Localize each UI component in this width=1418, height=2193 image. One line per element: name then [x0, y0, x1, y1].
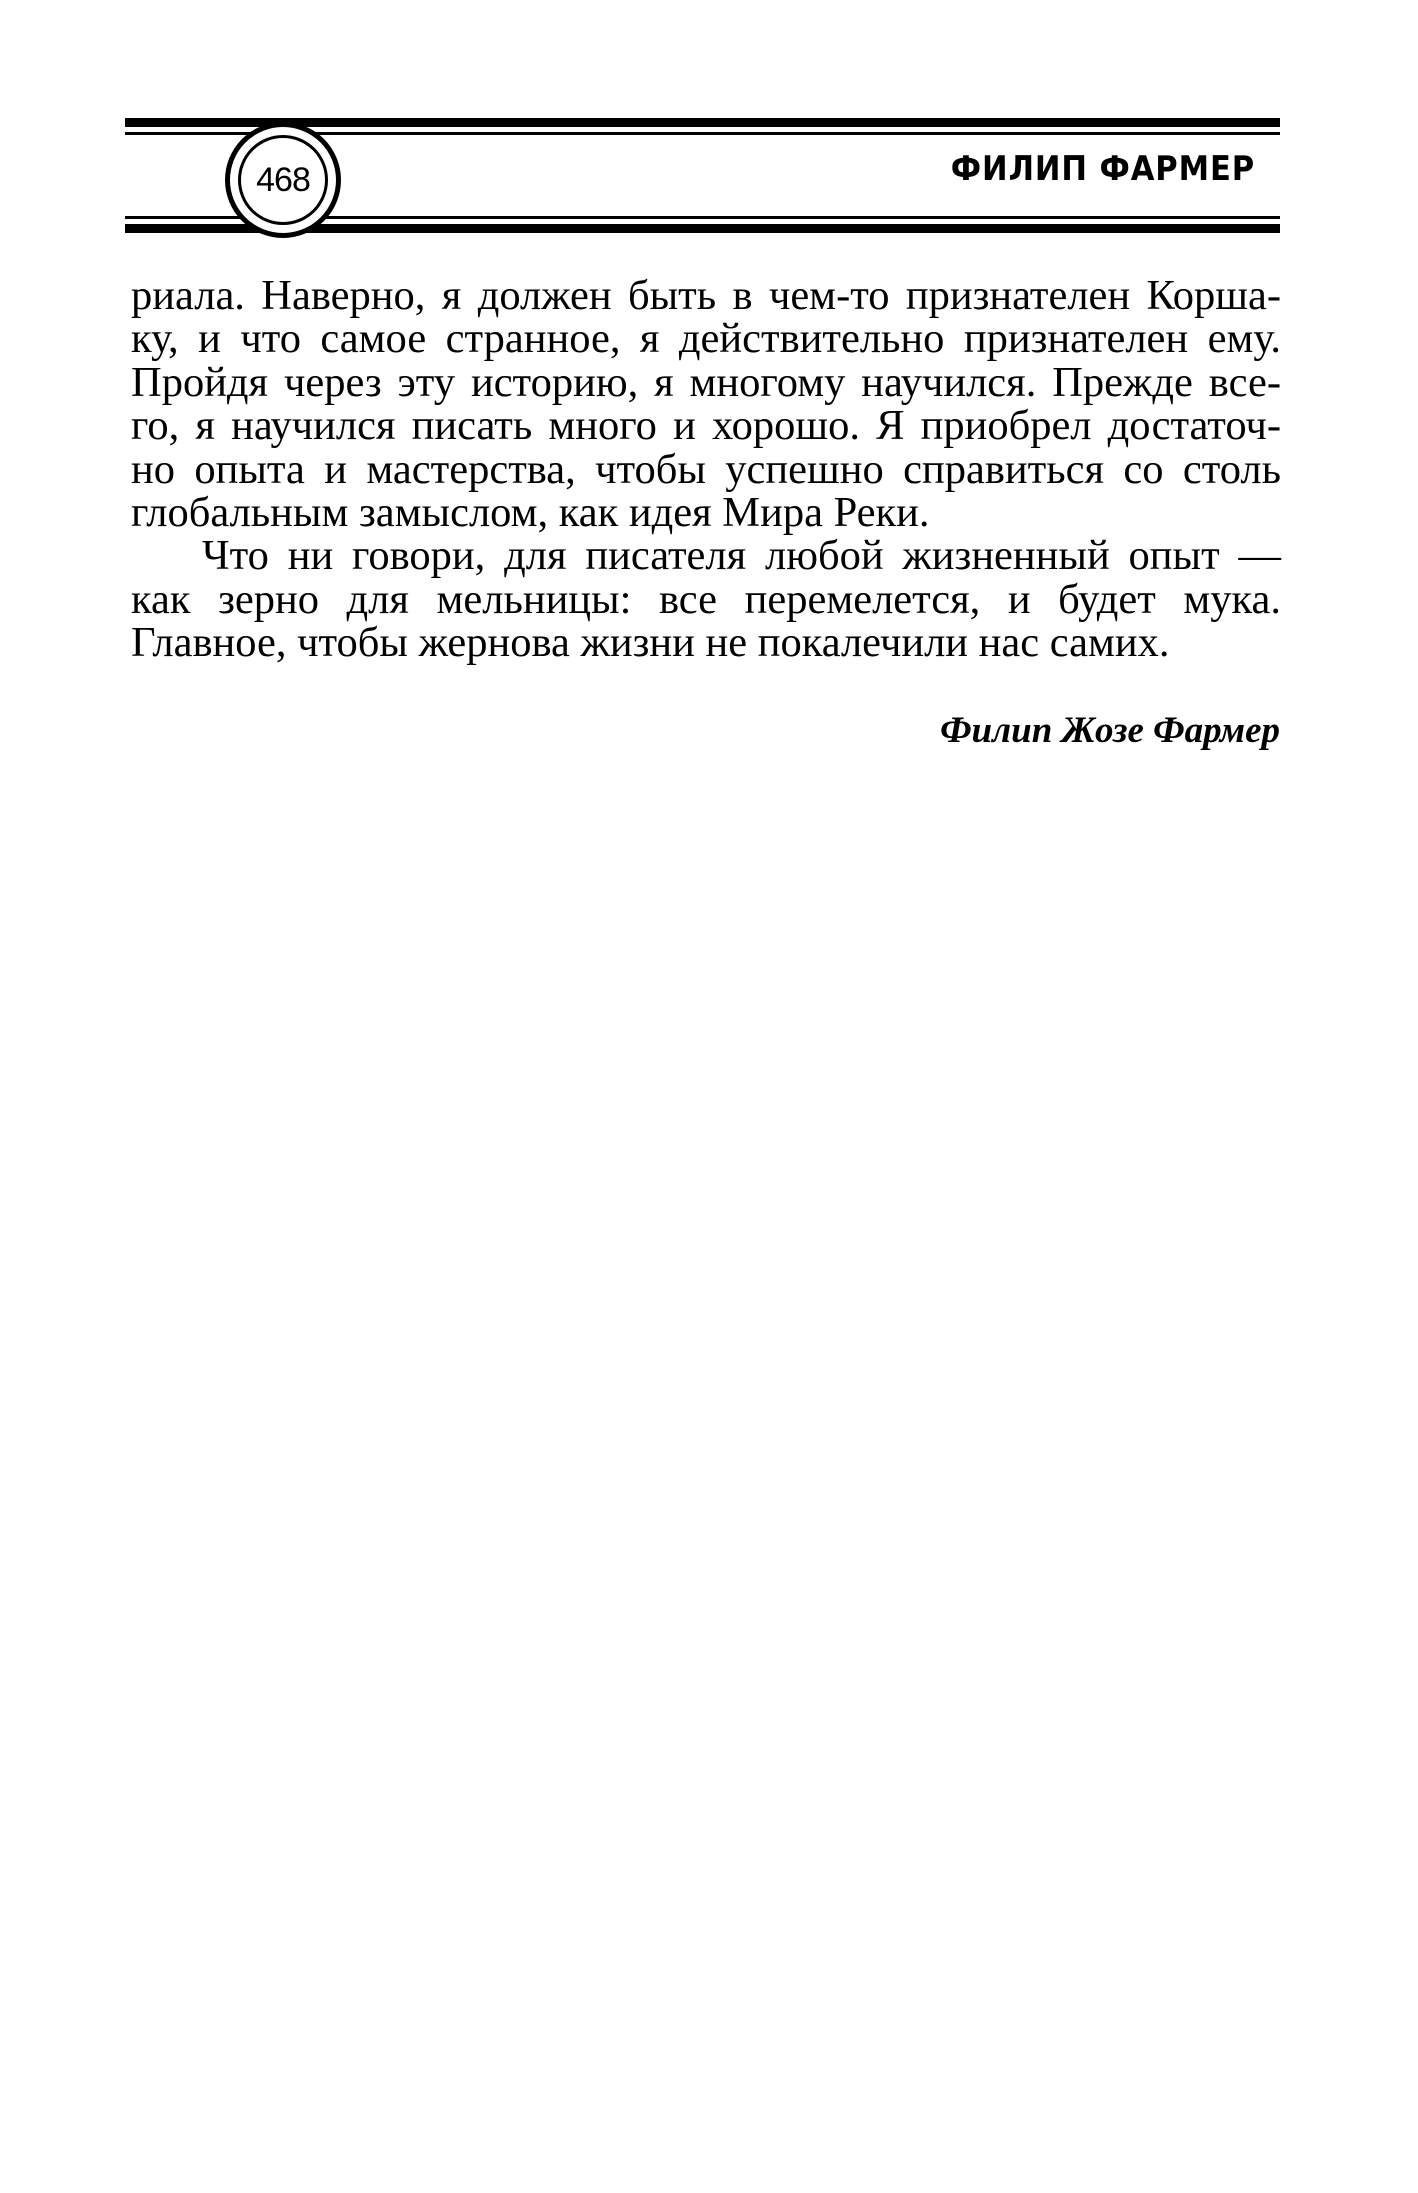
text-line: как зерно для мельницы: все перемелется, и будет мука.	[131, 575, 1281, 623]
text-line: Пройдя через эту историю, я многому научился. Прежде все-	[131, 358, 1281, 406]
page-number-badge	[225, 122, 341, 238]
text-line: но опыта и мастерства, чтобы успешно справиться со столь	[131, 445, 1281, 493]
text-line: Главное, чтобы жернова жизни не покалечили нас самих.	[131, 619, 1170, 667]
running-head-author: ФИЛИП ФАРМЕР	[950, 149, 1255, 189]
body-text	[131, 274, 1281, 665]
page-header	[0, 0, 1418, 240]
text-line: Что ни говори, для писателя любой жизненный опыт —	[202, 532, 1281, 580]
author-signature: Филип Жозе Фармер	[940, 710, 1280, 751]
text-line: глобальным замыслом, как идея Мира Реки.	[131, 489, 930, 537]
text-line: го, я научился писать много и хорошо. Я приобрел достаточ-	[131, 402, 1281, 450]
text-line: риала. Наверно, я должен быть в чем-то признателен Корша-	[131, 272, 1281, 319]
paragraph-2	[131, 532, 1281, 667]
paragraph-1	[131, 272, 1281, 537]
page-number: 468	[256, 161, 310, 199]
text-line: ку, и что самое странное, я действительно признателен ему.	[131, 315, 1281, 363]
page-number-badge-inner-ring	[238, 135, 328, 225]
